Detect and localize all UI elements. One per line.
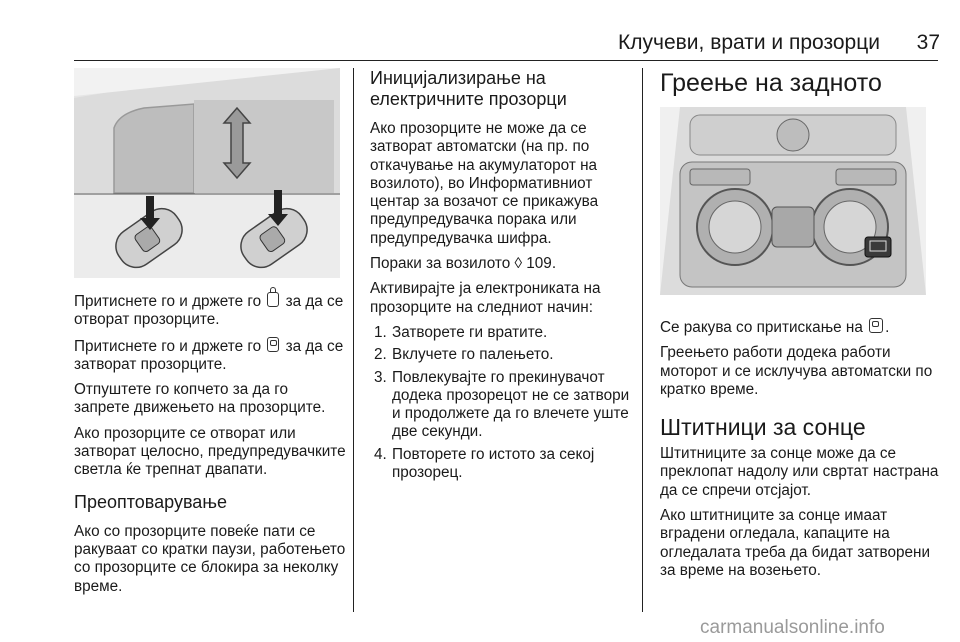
step-text: Затворете ги вратите. <box>392 323 548 341</box>
page-header-title: Клучеви, врати и прозорци <box>618 31 880 54</box>
paragraph-overload: Ако со прозорците повеќе пати се ракуваат со кратки паузи, работењето со прозорците се блокира за неколку време. <box>74 522 346 595</box>
text-close-after: за да се затворат прозорците. <box>74 337 344 373</box>
paragraph-initialization: Ако прозорците не може да се затворат автоматски (на пр. по откачување на акумулаторот на возилото), во Информативниот центар за возачот се прикажува предупредувачка порака или предупредувачка шифра. <box>370 120 599 247</box>
paragraph-hazard-flash: Ако прозорците се отворат или затворат целосно, предупредувачките светла ќе трепнат двапати. <box>74 424 346 479</box>
text-open-before: Притиснете го и држете го <box>74 293 266 310</box>
paragraph-sun-visors: Штитниците за сонце може да се преклопат надолу или свртат настрана да се спречи отсјајот. <box>660 445 939 499</box>
heading-overload: Преоптоварување <box>74 491 227 512</box>
column-divider-right <box>642 68 643 612</box>
heading-rear-window-heating: Греење на задното <box>660 69 882 97</box>
step-number: 2. <box>374 346 387 364</box>
step-text: Повлекувајте го прекинувачот додека прозорецот не се затвори и продолжете да го влечете уште две секунди. <box>392 368 630 441</box>
window-glass <box>194 100 334 193</box>
paragraph-heating-operation: Греењето работи додека работи моторот и се исклучува автоматски по кратко време. <box>660 344 933 398</box>
watermark: carmanualsonline.info <box>700 617 885 638</box>
step-item <box>370 446 632 483</box>
step-item <box>370 346 632 364</box>
header-rule <box>74 60 938 61</box>
paragraph-release-button: Отпуштете го копчето за да го запрете движењето на прозорците. <box>74 381 326 417</box>
rear-window-heat-button <box>865 237 891 257</box>
open-symbol-icon <box>267 292 279 307</box>
step-number: 4. <box>374 445 387 463</box>
paragraph-heating-button <box>660 318 946 337</box>
paragraph-activate: Активирајте ја електрониката на прозорците на следниот начин: <box>370 280 601 316</box>
column-divider-left <box>353 68 354 612</box>
text-open-after: за да се отворат прозорците. <box>74 293 344 329</box>
step-text: Вклучете го палењето. <box>392 346 554 364</box>
climate-control-illustration <box>660 107 926 295</box>
heading-sun-visors: Штитници за сонце <box>660 414 866 441</box>
steps-list <box>370 324 632 482</box>
rear-window-heating-icon <box>869 318 883 333</box>
paragraph-close-windows <box>74 337 346 375</box>
step-item <box>370 324 632 342</box>
paragraph-vehicle-messages: Пораки за возилото ◊ 109. <box>370 255 557 273</box>
step-item <box>370 369 632 442</box>
paragraph-visor-mirrors: Ако штитниците за сонце имаат вградени огледала, капаците на огледалата треба да бидат затворени за време на возењето. <box>660 507 930 579</box>
text-heating-after: . <box>885 319 890 336</box>
paragraph-open-windows <box>74 292 346 330</box>
window-keyfob-illustration <box>74 68 340 278</box>
page-number: 37 <box>916 31 940 54</box>
heading-initialization: Иницијализирање на електричните прозорци <box>370 68 567 109</box>
text-close-before: Притиснете го и држете го <box>74 337 266 355</box>
close-symbol-icon <box>267 337 279 352</box>
text-heating-before: Се ракува со притискање на <box>660 319 868 336</box>
step-number: 1. <box>374 323 387 341</box>
step-text: Повторете го истото за секој прозорец. <box>392 445 595 482</box>
step-number: 3. <box>374 368 387 386</box>
